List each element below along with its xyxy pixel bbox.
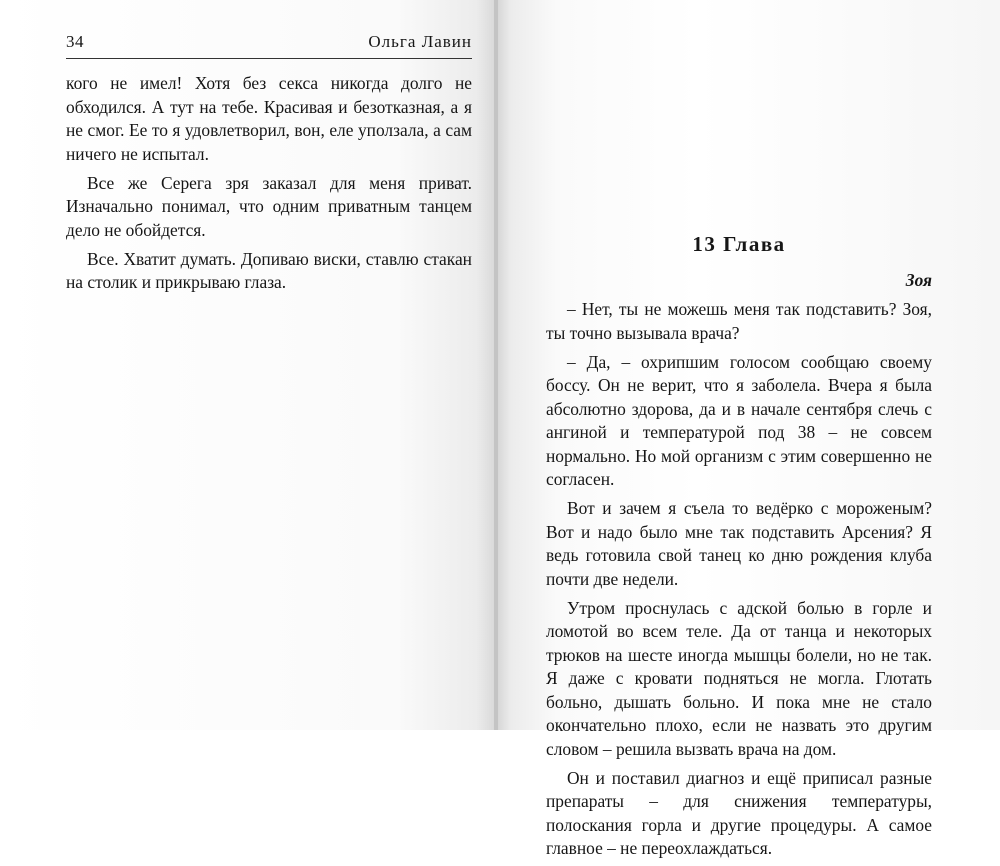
paragraph: – Да, – охрипшим голосом сообщаю своему боссу. Он не верит, что я заболела. Вчера я была абсолютно здорова, да и в начале сентября слечь с ангиной и температурой под 38 – не совсем нормально. Но мой организм с этим совершенно не согласен.: [546, 351, 932, 489]
book-gutter: [494, 0, 498, 730]
page-number: 34: [66, 32, 84, 51]
right-page-text: [546, 298, 932, 866]
running-head: [66, 32, 472, 56]
paragraph: – Нет, ты не можешь меня так подставить? Зоя, ты точно вызывала врача?: [546, 299, 932, 343]
paragraph: Все же Серега зря заказал для меня приват. Изначально понимал, что одним приватным танцем дело не обойдется.: [66, 172, 472, 240]
paragraph: Он и поставил диагноз и ещё приписал разные препараты – для снижения температуры, полоскания горла и другие процедуры. А самое главное – не переохлаждаться.: [546, 767, 932, 858]
author-name: Ольга Лавин: [368, 32, 472, 51]
paragraph: кого не имел! Хотя без секса никогда долго не обходился. А тут на тебе. Красивая и безотказная, а я не смог. Ее то я удовлетворил, вон, еле уползала, а сам ничего не испытал.: [66, 73, 472, 164]
paragraph: Вот и зачем я съела то ведёрко с мороженым? Вот и надо было мне так подставить Арсения? Я ведь готовила свой танец ко дню рождения клуба почти две недели.: [546, 498, 932, 589]
character-name: Зоя: [905, 270, 932, 290]
paragraph: Утром проснулась с адской болью в горле и ломотой во всем теле. Да от танца и некоторых трюков на шесте иногда мышцы болели, но не так. Я даже с кровати подняться не могла. Глотать больно, дышать больно. И пока мне не стало окончательно плохо, если не назвать это другим словом – решила вызвать врача на дом.: [546, 597, 932, 759]
chapter-title: 13 Глава: [692, 232, 786, 256]
left-page-text: [66, 72, 472, 300]
header-rule: [66, 58, 472, 59]
paragraph: Все. Хватит думать. Допиваю виски, ставлю стакан на столик и прикрываю глаза.: [66, 248, 472, 292]
